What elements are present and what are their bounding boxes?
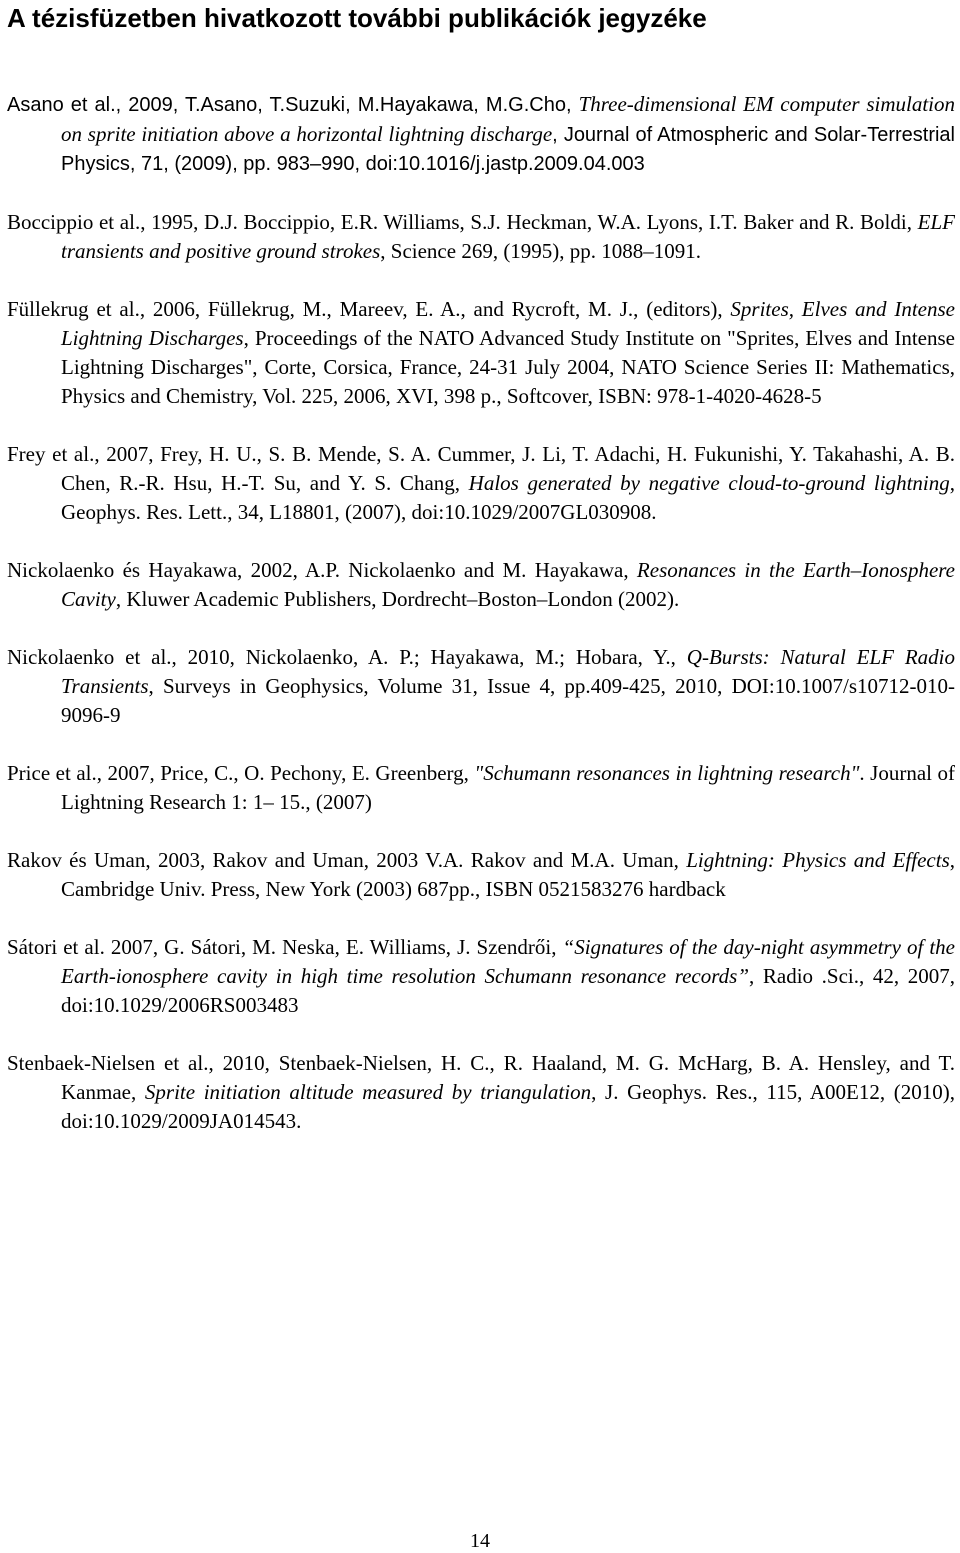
reference-source: . Journal of Lightning Research 1: 1– 15., (2007) bbox=[61, 761, 955, 814]
reference-source: , Cambridge Univ. Press, New York (2003) 687pp., ISBN 0521583276 hardback bbox=[61, 848, 955, 901]
reference-title: Halos generated by negative cloud-to-ground lightning bbox=[468, 471, 950, 495]
reference-source: , Journal of Atmospheric and Solar-Terrestrial Physics, 71, (2009), pp. 983–990, doi:10.1016/j.jastp.2009.04.003 bbox=[61, 124, 955, 175]
reference-title: Resonances in the Earth–Ionosphere Cavity bbox=[61, 558, 955, 611]
reference-title: "Schumann resonances in lightning research" bbox=[474, 761, 860, 785]
reference-authors: Nickolaenko és Hayakawa, 2002, A.P. Nickolaenko and M. Hayakawa, bbox=[7, 558, 637, 582]
reference-authors: Rakov és Uman, 2003, Rakov and Uman, 2003 V.A. Rakov and M.A. Uman, bbox=[7, 848, 687, 872]
reference-source: , Proceedings of the NATO Advanced Study Institute on "Sprites, Elves and Intense Lightning Discharges", Corte, Corsica, France, 24-31 July 2004, NATO Science Series II: Mathematics, Physics and Chemistry, Vol. 225, 2006, XVI, 398 p., Softcover, ISBN: 978-1-4020-4628-5 bbox=[61, 326, 955, 408]
reference-title: Lightning: Physics and Effects bbox=[686, 848, 950, 872]
reference-title: Sprite initiation altitude measured by triangulation bbox=[144, 1080, 592, 1104]
page-title: A tézisfüzetben hivatkozott további publikációk jegyzéke bbox=[7, 3, 707, 33]
reference-authors: Füllekrug et al., 2006, Füllekrug, M., Mareev, E. A., and Rycroft, M. J., (editors), bbox=[7, 297, 731, 321]
reference-source: , Surveys in Geophysics, Volume 31, Issue 4, pp.409-425, 2010, DOI:10.1007/s10712-010-9096-9 bbox=[61, 674, 955, 727]
reference-authors: Nickolaenko et al., 2010, Nickolaenko, A. P.; Hayakawa, M.; Hobara, Y., bbox=[7, 645, 687, 669]
reference-item bbox=[7, 208, 955, 266]
reference-authors: Price et al., 2007, Price, C., O. Pechony, E. Greenberg, bbox=[7, 761, 475, 785]
reference-source: , Radio .Sci., 42, 2007, doi:10.1029/2006RS003483 bbox=[61, 964, 955, 1017]
reference-item bbox=[7, 556, 955, 614]
reference-item bbox=[7, 846, 955, 904]
reference-title: “Signatures of the day-night asymmetry of the Earth-ionosphere cavity in high time resolution Schumann resonance records” bbox=[61, 935, 956, 988]
reference-title: Sprites, Elves and Intense Lightning Discharges bbox=[61, 297, 955, 350]
reference-item bbox=[7, 643, 955, 730]
reference-source: , Kluwer Academic Publishers, Dordrecht–Boston–London (2002). bbox=[115, 587, 680, 611]
reference-source: , Geophys. Res. Lett., 34, L18801, (2007), doi:10.1029/2007GL030908. bbox=[61, 471, 955, 524]
reference-source: , Science 269, (1995), pp. 1088–1091. bbox=[380, 239, 702, 263]
reference-authors: Frey et al., 2007, Frey, H. U., S. B. Mende, S. A. Cummer, J. Li, T. Adachi, H. Fukunishi, Y. Takahashi, A. B. Chen, R.-R. Hsu, H.-T. Su, and Y. S. Chang, bbox=[7, 442, 955, 495]
reference-item bbox=[7, 1049, 955, 1136]
reference-title: Q-Bursts: Natural ELF Radio Transients bbox=[61, 645, 955, 698]
reference-authors: Boccippio et al., 1995, D.J. Boccippio, E.R. Williams, S.J. Heckman, W.A. Lyons, I.T. Baker and R. Boldi, bbox=[7, 210, 918, 234]
reference-item bbox=[7, 440, 955, 527]
reference-item bbox=[7, 295, 955, 411]
reference-item bbox=[7, 90, 955, 179]
reference-title: Three-dimensional EM computer simulation on sprite initiation above a horizontal lightning discharge bbox=[61, 92, 955, 146]
reference-authors: Sátori et al. 2007, G. Sátori, M. Neska, E. Williams, J. Szendrői, bbox=[7, 935, 563, 959]
reference-item bbox=[7, 759, 955, 817]
reference-authors: Asano et al., 2009, T.Asano, T.Suzuki, M.Hayakawa, M.G.Cho, bbox=[7, 94, 579, 116]
reference-title: ELF transients and positive ground strokes bbox=[61, 210, 955, 263]
reference-item bbox=[7, 933, 955, 1020]
reference-authors: Stenbaek-Nielsen et al., 2010, Stenbaek-Nielsen, H. C., R. Haaland, M. G. McHarg, B. A. Hensley, and T. Kanmae, bbox=[7, 1051, 955, 1104]
reference-source: , J. Geophys. Res., 115, A00E12, (2010), doi:10.1029/2009JA014543. bbox=[61, 1080, 955, 1133]
reference-list bbox=[7, 90, 955, 1165]
page-number: 14 bbox=[470, 1530, 490, 1552]
